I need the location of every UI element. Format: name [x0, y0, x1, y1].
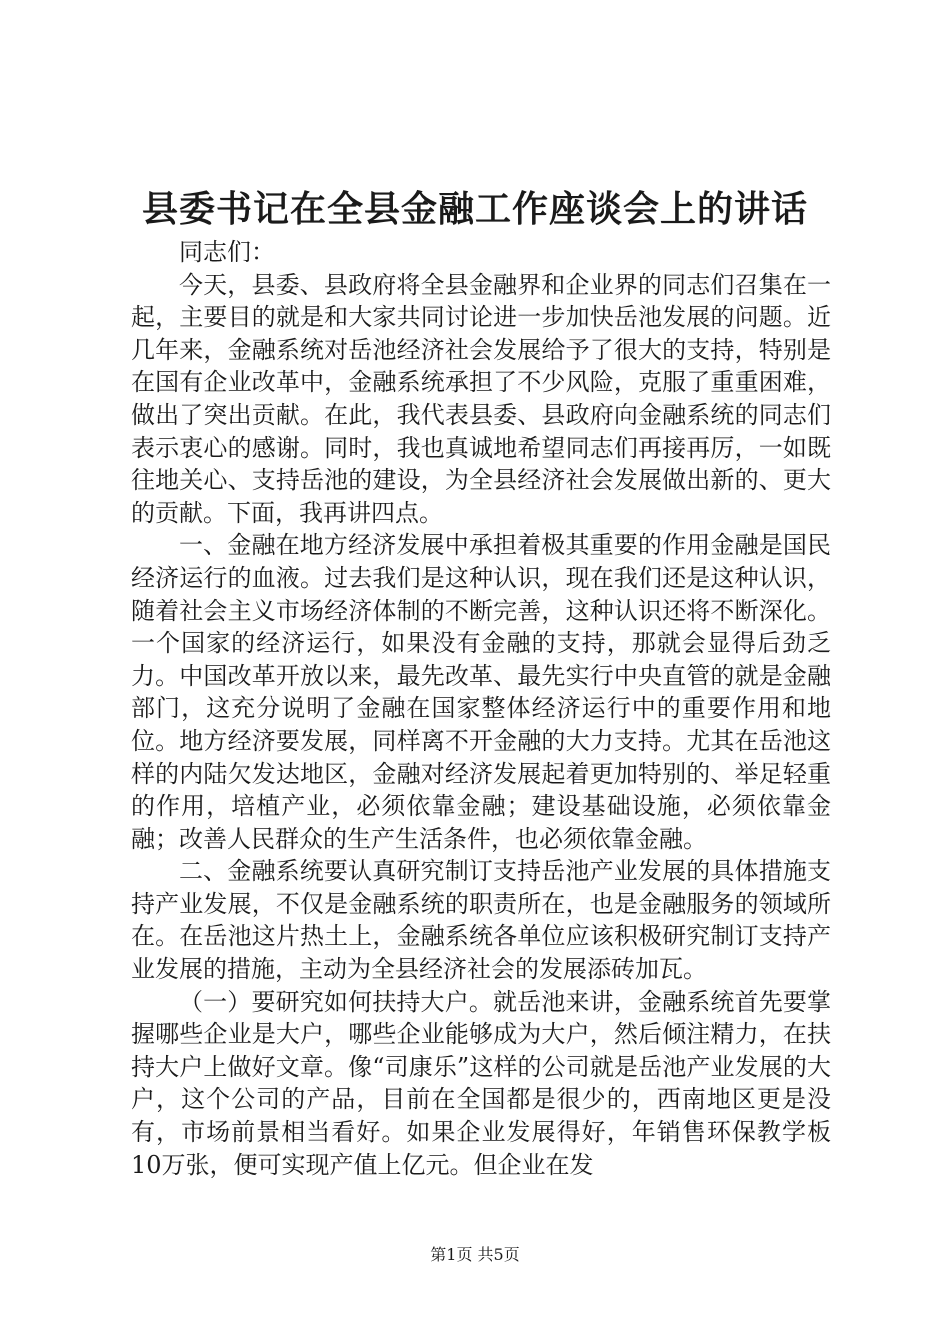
page-footer: 第1页 共5页	[430, 1245, 520, 1264]
document-title: 县委书记在全县金融工作座谈会上的讲话	[141, 188, 808, 230]
salutation: 同志们：	[179, 238, 275, 266]
paragraph-section-2: 二、金融系统要认真研究制订支持岳池产业发展的具体措施支持产业发展，不仅是金融系统的职责所在，也是金融服务的领域所在。在岳池这片热土上，金融系统各单位应该积极研究制订支持产业发展的措施，主动为全县经济社会的发展添砖加瓦。	[131, 857, 831, 984]
paragraph-section-1: 一、金融在地方经济发展中承担着极其重要的作用金融是国民经济运行的血液。过去我们是这种认识，现在我们还是这种认识，随着社会主义市场经济体制的不断完善，这种认识还将不断深化。一个国家的经济运行，如果没有金融的支持，那就会显得后劲乏力。中国改革开放以来，最先改革、最先实行中央直管的就是金融部门，这充分说明了金融在国家整体经济运行中的重要作用和地位。地方经济要发展，同样离不开金融的大力支持。尤其在岳池这样的内陆欠发达地区，金融对经济发展起着更加特别的、举足轻重的作用，培植产业，必须依靠金融；建设基础设施，必须依靠金融；改善人民群众的生产生活条件，也必须依靠金融。	[131, 531, 831, 853]
paragraph-intro: 今天，县委、县政府将全县金融界和企业界的同志们召集在一起，主要目的就是和大家共同讨论进一步加快岳池发展的问题。近几年来，金融系统对岳池经济社会发展给予了很大的支持，特别是在国有企业改革中，金融系统承担了不少风险，克服了重重困难，做出了突出贡献。在此，我代表县委、县政府向金融系统的同志们表示衷心的感谢。同时，我也真诚地希望同志们再接再厉，一如既往地关心、支持岳池的建设，为全县经济社会发展做出新的、更大的贡献。下面，我再讲四点。	[131, 270, 831, 527]
paragraph-subsection-1: （一）要研究如何扶持大户。就岳池来讲，金融系统首先要掌握哪些企业是大户，哪些企业能够成为大户，然后倾注精力，在扶持大户上做好文章。像“司康乐”这样的公司就是岳池产业发展的大户，这个公司的产品，目前在全国都是很少的，西南地区更是没有，市场前景相当看好。如果企业发展得好，年销售环保教学板10万张，便可实现产值上亿元。但企业在发	[131, 987, 831, 1179]
document-body	[131, 236, 831, 1181]
